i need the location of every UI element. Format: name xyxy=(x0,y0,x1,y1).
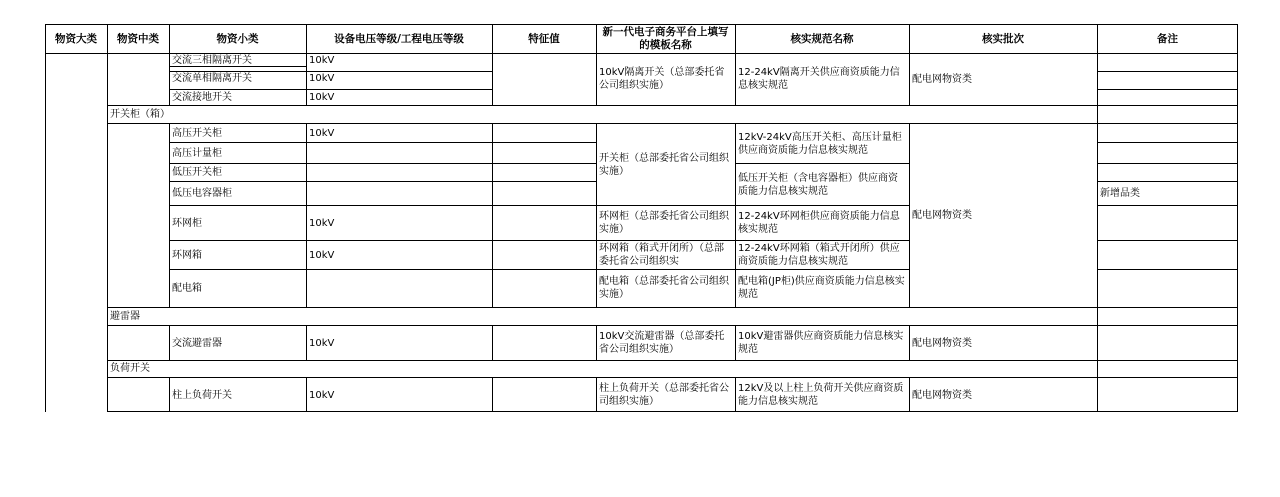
grid-line xyxy=(107,411,1238,412)
minor-lv-capacitor-cabinet: 低压电容器柜 xyxy=(172,188,232,199)
minor-ac-arrester: 交流避雷器 xyxy=(172,337,222,349)
grid-line xyxy=(169,89,492,90)
template-dist-box: 配电箱（总部委托省公司组织实施） xyxy=(599,276,729,300)
header-voltage-level: 设备电压等级/工程电压等级 xyxy=(334,32,464,45)
grid-line xyxy=(169,269,909,270)
grid-line xyxy=(1097,181,1238,182)
batch-arrester: 配电网物资类 xyxy=(912,337,972,349)
header-major-category: 物资大类 xyxy=(55,32,97,45)
template-arrester: 10kV交流避雷器（总部委托省公司组织实施） xyxy=(599,331,725,355)
grid-line xyxy=(169,240,909,241)
template-ring-box: 环网箱（箱式开闭所）（总部委托省公司组织实 xyxy=(599,243,724,267)
grid-line xyxy=(107,325,1238,326)
minor-isolator-3ph: 交流三相隔离开关 xyxy=(172,54,252,66)
spec-hv-switchgear: 12kV-24kV高压开关柜、高压计量柜供应商资质能力信息核实规范 xyxy=(738,131,902,156)
spec-ring-box: 12-24kV环网箱（箱式开闭所）供应商资质能力信息核实规范 xyxy=(738,243,900,267)
minor-hv-cabinet: 高压开关柜 xyxy=(172,127,222,139)
grid-line xyxy=(909,325,910,361)
grid-line xyxy=(169,71,492,72)
header-note: 备注 xyxy=(1157,32,1178,45)
spec-ring-cabinet: 12-24kV环网柜供应商资质能力信息核实规范 xyxy=(738,211,900,235)
voltage-earthing-switch: 10kV xyxy=(309,91,335,103)
voltage-ring-box: 10kV xyxy=(309,249,335,261)
voltage-ring-cabinet: 10kV xyxy=(309,217,335,229)
batch-isolator: 配电网物资类 xyxy=(912,73,972,85)
grid-line xyxy=(1097,71,1238,72)
batch-pole-switch: 配电网物资类 xyxy=(912,389,972,401)
grid-line xyxy=(107,307,1238,308)
grid-line xyxy=(492,123,493,308)
minor-dist-box: 配电箱 xyxy=(172,282,202,294)
template-switchgear: 开关柜（总部委托省公司组织实施） xyxy=(599,152,729,177)
template-isolator: 10kV隔离开关（总部委托省公司组织实施） xyxy=(599,67,725,91)
grid-line xyxy=(169,123,170,308)
grid-line xyxy=(107,377,1238,378)
grid-line xyxy=(735,163,909,164)
grid-line xyxy=(1097,163,1238,164)
voltage-isolator-3ph: 10kV xyxy=(309,54,335,66)
grid-line xyxy=(596,123,597,308)
grid-line xyxy=(169,163,597,164)
grid-line xyxy=(1097,142,1238,143)
template-ring-cabinet: 环网柜（总部委托省公司组织实施） xyxy=(599,211,729,235)
grid-line xyxy=(596,377,597,412)
spreadsheet-table xyxy=(45,24,1238,412)
grid-line xyxy=(169,24,170,106)
grid-line xyxy=(169,377,170,412)
grid-line xyxy=(909,123,910,308)
grid-line xyxy=(1097,89,1238,90)
minor-hv-meter-cabinet: 高压计量柜 xyxy=(172,147,222,159)
grid-line xyxy=(735,24,736,106)
minor-earthing-switch: 交流接地开关 xyxy=(172,91,232,103)
grid-line xyxy=(1237,24,1238,412)
grid-line xyxy=(735,123,736,308)
header-batch: 核实批次 xyxy=(982,32,1024,45)
grid-line xyxy=(107,360,1238,361)
template-pole-switch: 柱上负荷开关（总部委托省公司组织实施） xyxy=(599,383,729,407)
header-feature-value: 特征值 xyxy=(528,32,560,45)
grid-line xyxy=(45,24,1238,25)
grid-line xyxy=(1097,205,1238,206)
grid-line xyxy=(596,24,597,106)
grid-line xyxy=(1097,24,1098,412)
minor-ring-box: 环网箱 xyxy=(172,249,202,261)
spec-dist-box: 配电箱(JP柜)供应商资质能力信息核实规范 xyxy=(738,276,905,300)
grid-line xyxy=(735,377,736,412)
grid-line xyxy=(306,377,307,412)
voltage-isolator-1ph: 10kV xyxy=(309,72,335,84)
spec-isolator: 12-24kV隔离开关供应商资质能力信息核实规范 xyxy=(738,67,900,91)
minor-ring-cabinet: 环网柜 xyxy=(172,217,202,229)
voltage-ac-arrester: 10kV xyxy=(309,337,335,349)
grid-line xyxy=(306,123,307,308)
header-middle-category: 物资中类 xyxy=(117,32,159,45)
grid-line xyxy=(492,24,493,106)
spec-pole-switch: 12kV及以上柱上负荷开关供应商资质能力信息核实规范 xyxy=(738,383,904,407)
group-switchgear: 开关柜（箱） xyxy=(110,108,170,120)
grid-line xyxy=(169,205,909,206)
batch-switchgear: 配电网物资类 xyxy=(912,209,972,221)
group-load-switch: 负荷开关 xyxy=(110,363,150,374)
grid-line xyxy=(735,325,736,361)
grid-line xyxy=(492,325,493,361)
minor-isolator-1ph: 交流单相隔离开关 xyxy=(172,72,252,84)
note-new-category: 新增品类 xyxy=(1100,188,1140,199)
grid-line xyxy=(1097,269,1238,270)
grid-line xyxy=(169,181,597,182)
grid-line xyxy=(169,142,597,143)
grid-line xyxy=(45,24,46,412)
minor-pole-load-switch: 柱上负荷开关 xyxy=(172,389,232,401)
grid-line xyxy=(45,53,1238,54)
grid-line xyxy=(306,325,307,361)
grid-line xyxy=(909,24,910,106)
group-arrester: 避雷器 xyxy=(110,310,140,322)
minor-lv-cabinet: 低压开关柜 xyxy=(172,167,222,178)
grid-line xyxy=(169,66,306,67)
spec-lv-switchgear: 低压开关柜（含电容器柜）供应商资质能力信息核实规范 xyxy=(738,172,898,197)
grid-line xyxy=(107,123,1238,124)
grid-line xyxy=(1097,240,1238,241)
grid-line xyxy=(107,24,108,412)
grid-line xyxy=(169,325,170,361)
spec-arrester: 10kV避雷器供应商资质能力信息核实规范 xyxy=(738,331,904,355)
header-minor-category: 物资小类 xyxy=(216,32,259,45)
grid-line xyxy=(596,325,597,361)
grid-line xyxy=(492,377,493,412)
header-spec-name: 核实规范名称 xyxy=(790,32,854,45)
grid-line xyxy=(306,24,307,106)
voltage-hv-cabinet: 10kV xyxy=(309,127,335,139)
grid-line xyxy=(107,105,1238,106)
header-template-name: 新一代电子商务平台上填写的模板名称 xyxy=(602,26,729,51)
voltage-pole-load-switch: 10kV xyxy=(309,389,335,401)
grid-line xyxy=(909,377,910,412)
